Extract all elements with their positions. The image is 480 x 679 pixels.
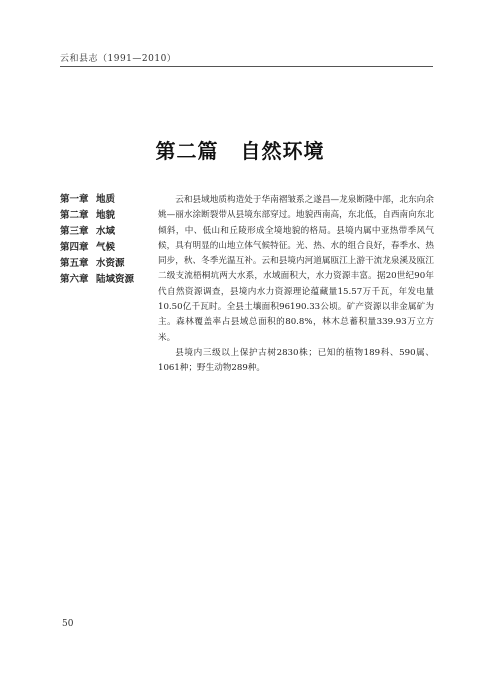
chapter-number: 第三章: [60, 226, 89, 237]
header-rule: [60, 66, 433, 67]
chapter-item: [60, 272, 170, 288]
chapter-title: 气候: [96, 242, 116, 253]
chapter-item: [60, 256, 170, 272]
part-title-text: 自然环境: [240, 139, 325, 163]
page-number: 50: [62, 619, 74, 629]
chapter-item: [60, 224, 170, 240]
chapter-item: [60, 192, 170, 208]
overview-text: [158, 193, 434, 377]
chapter-list: [60, 192, 170, 288]
chapter-item: [60, 208, 170, 224]
chapter-title: 水域: [96, 226, 116, 237]
chapter-number: 第一章: [60, 194, 89, 205]
part-number: 第二篇: [155, 139, 219, 163]
chapter-number: 第四章: [60, 242, 89, 253]
chapter-item: [60, 240, 170, 256]
chapter-number: 第六章: [60, 274, 89, 285]
chapter-title: 水资源: [96, 258, 125, 269]
chapter-title: 地质: [96, 194, 116, 205]
chapter-title: 陆域资源: [96, 274, 135, 285]
body-paragraph: 云和县域地质构造处于华南褶皱系之遂昌—龙泉断隆中部，北东向余姚—丽水涂断裂带从县境东部穿过。地貌西南高，东北低，自西南向东北倾斜，中、低山和丘陵形成全境地貌的格局。县境内属中亚热带季风气候，具有明显的山地立体气候特征。光、热、水的组合良好，春季水、热同步，秋、冬季光温互补。云和县境内河道属瓯江上游干流龙泉溪及瓯江二级支流梧桐坑两大水系，水域面积大，水力资源丰富。据20世纪90年代自然资源调查，县境内水力资源理论蕴藏量15.57万千瓦，年发电量10.50亿千瓦时。全县土壤面积96190.33公顷。矿产资源以非金属矿为主。森林覆盖率占县域总面积的80.8%，林木总蓄积量339.93万立方米。: [158, 195, 434, 343]
part-title: [0, 135, 480, 164]
running-head: 云和县志（1991—2010）: [60, 54, 177, 64]
chapter-title: 地貌: [96, 210, 116, 221]
chapter-number: 第二章: [60, 210, 89, 221]
chapter-number: 第五章: [60, 258, 89, 269]
body-paragraph: 县境内三级以上保护古树2830株；已知的植物189科、590属、1061种；野生动物289种。: [158, 347, 434, 374]
